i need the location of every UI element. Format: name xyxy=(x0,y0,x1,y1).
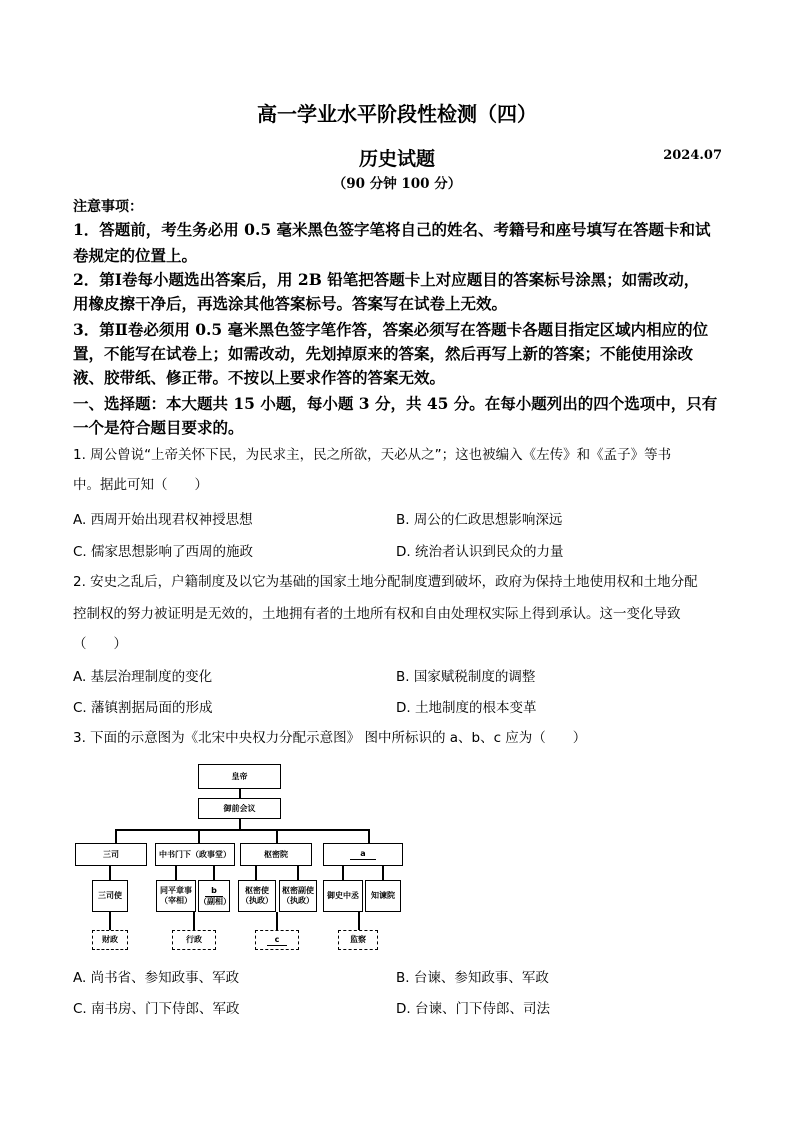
question-1-line1: 1. 周公曾说“上帝关怀下民，为民求主，民之所欲，天必从之”；这也被编入《左传》和《孟子》等书 xyxy=(73,447,672,463)
label-c: c xyxy=(267,935,288,946)
question-2-line3: （ ） xyxy=(73,636,127,652)
question-2-option-d: D. 土地制度的根本变革 xyxy=(396,700,537,716)
question-2-line2: 控制权的努力被证明是无效的，土地拥有者的土地所有权和自由处理权实际上得到承认。这一变化导致 xyxy=(73,606,681,622)
exam-date: 2024.07 xyxy=(663,148,722,163)
jiancha-box: 监察 xyxy=(338,930,378,950)
question-3-option-c: C. 南书房、门下侍郎、军政 xyxy=(73,1001,240,1017)
question-3-option-b: B. 台谏、参知政事、军政 xyxy=(396,970,549,986)
question-1-line2: 中。据此可知（ ） xyxy=(73,477,208,493)
question-2-option-a: A. 基层治理制度的变化 xyxy=(73,669,213,685)
question-3-option-d: D. 台谏、门下侍郎、司法 xyxy=(396,1001,550,1017)
section-heading-line2: 一个是符合题目要求的。 xyxy=(73,418,244,437)
label-b-sub: （副相） xyxy=(199,896,231,906)
question-2-option-b: B. 国家赋税制度的调整 xyxy=(396,669,536,685)
shumi-box: 枢密院 xyxy=(240,843,312,866)
question-2-line1: 2. 安史之乱后，户籍制度及以它为基础的国家土地分配制度遭到破坏，政府为保持土地使用权和土地分配 xyxy=(73,574,698,590)
emperor-box: 皇帝 xyxy=(198,764,281,789)
question-1-option-d: D. 统治者认识到民众的力量 xyxy=(396,544,564,560)
notes-item3-line3: 液、胶带纸、修正带。不按以上要求作答的答案无效。 xyxy=(73,368,446,387)
shumishi-box: 枢密使（执政） xyxy=(238,880,276,912)
notes-item3-line2: 置，不能写在试卷上；如需改动，先划掉原来的答案，然后再写上新的答案；不能使用涂改 xyxy=(73,344,694,363)
caizheng-box: 财政 xyxy=(92,930,128,950)
notes-item2-line2: 用橡皮擦干净后，再选涂其他答案标号。答案写在试卷上无效。 xyxy=(73,294,508,313)
notes-item1-line2: 卷规定的位置上。 xyxy=(73,246,198,265)
sansishi-box: 三司使 xyxy=(92,880,128,912)
notes-item2-line1: 2．第Ⅰ卷每小题选出答案后，用 2B 铅笔把答题卡上对应题目的答案标号涂黑；如需改动， xyxy=(73,270,700,289)
label-b: b xyxy=(205,886,223,897)
xingzheng-box: 行政 xyxy=(172,930,216,950)
label-a: a xyxy=(350,849,375,860)
yushi-box: 御史中丞 xyxy=(323,880,363,912)
question-1-option-c: C. 儒家思想影响了西周的施政 xyxy=(73,544,254,560)
box-a xyxy=(323,843,403,866)
exam-duration: （90 分钟 100 分） xyxy=(332,176,462,192)
council-box: 御前会议 xyxy=(198,798,281,819)
question-1-option-a: A. 西周开始出现君权神授思想 xyxy=(73,512,253,528)
page-title: 高一学业水平阶段性检测（四） xyxy=(257,102,537,126)
section-heading-line1: 一、选择题：本大题共 15 小题，每小题 3 分，共 45 分。在每小题列出的四个选项中，只有 xyxy=(73,394,718,413)
page-subtitle: 历史试题 xyxy=(358,148,435,170)
shumifushi-box: 枢密副使（执政） xyxy=(279,880,317,912)
question-3-option-a: A. 尚书省、参知政事、军政 xyxy=(73,970,240,986)
zhijianyuan-box: 知谏院 xyxy=(365,880,401,912)
notes-heading: 注意事项： xyxy=(73,199,143,215)
notes-item3-line1: 3．第Ⅱ卷必须用 0.5 毫米黑色签字笔作答，答案必须写在答题卡各题目指定区域内相应的位 xyxy=(73,320,709,339)
zhongshu-box: 中书门下（政事堂） xyxy=(155,843,235,866)
box-c xyxy=(255,930,299,950)
tongping-box: 同平章事（宰相） xyxy=(156,880,196,912)
question-3-line1: 3. 下面的示意图为《北宋中央权力分配示意图》 图中所标识的 a、b、c 应为（ ） xyxy=(73,730,587,746)
box-b xyxy=(198,880,230,912)
question-2-option-c: C. 藩镇割据局面的形成 xyxy=(73,700,213,716)
sansi-box: 三司 xyxy=(75,843,147,866)
notes-item1-line1: 1．答题前，考生务必用 0.5 毫米黑色签字笔将自己的姓名、考籍号和座号填写在答题卡和试 xyxy=(73,220,711,239)
question-1-option-b: B. 周公的仁政思想影响深远 xyxy=(396,512,563,528)
